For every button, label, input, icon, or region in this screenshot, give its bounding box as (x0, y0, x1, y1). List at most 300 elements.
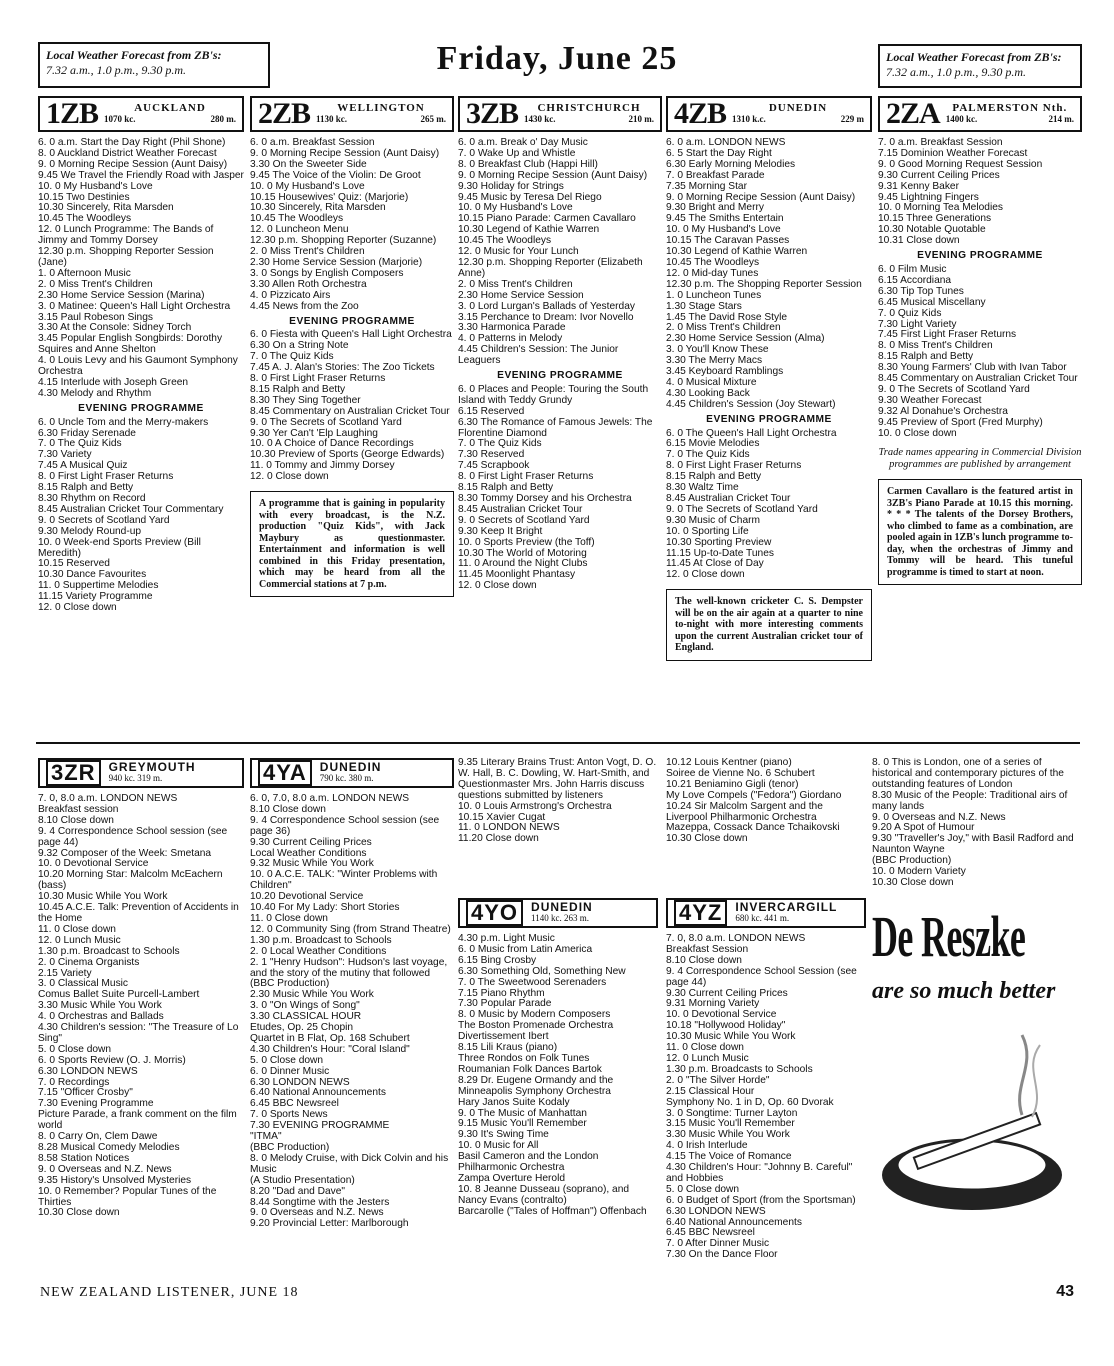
station-m: 280 m. (210, 114, 236, 124)
programme-line: 10. 0 Modern Variety (872, 866, 966, 878)
programme-line: 10. 0 My Husband's Love (666, 224, 781, 236)
programme-line: Quartet in B Flat, Op. 168 Schubert (250, 1032, 410, 1044)
programme-line: 3. 0 You'll Know These (666, 344, 769, 356)
programme-line: 1. 0 Afternoon Music (38, 267, 131, 279)
station-call-sign: 4ZB (674, 96, 727, 130)
station-header (458, 96, 662, 132)
programme-line: 2.15 Classical Hour (666, 1085, 755, 1097)
programme-line: 9.45 The Voice of the Violin: De Groot (250, 169, 421, 181)
footer-publication: NEW ZEALAND LISTENER, JUNE 18 (40, 1285, 299, 1300)
programme-line: 8.20 "Dad and Dave" (250, 1185, 346, 1197)
programme-line: 10.18 "Hollywood Holiday" (666, 1020, 786, 1032)
programme-line: 7.15 Dominion Weather Forecast (878, 147, 1028, 159)
programme-line: 9.30 It's Swing Time (458, 1129, 549, 1141)
programme-line: 8.45 Commentary on Australian Cricket Tour (250, 405, 450, 417)
programme-line: 4.30 Children's session: "The Treasure of Lo Sing" (38, 1022, 239, 1044)
programme-line: 4.30 Children's Hour: "Coral Island" (250, 1043, 410, 1055)
station-column-1 (250, 96, 454, 740)
programme-line: 9. 0 The Secrets of Scotland Yard (250, 416, 402, 428)
station-call-sign: 4YA (258, 760, 312, 786)
programme-line: 10. 0 Week-end Sports Preview (Bill Meredith) (38, 536, 201, 559)
programme-line: 9.30 Current Ceiling Prices (666, 987, 788, 999)
programme-line: 8.44 Songtime with the Jesters (250, 1196, 390, 1208)
programme-line: 7.30 EVENING PROGRAMME (250, 1120, 390, 1132)
programme-line: 8. 0 Breakfast Club (Happi Hill) (458, 158, 598, 170)
programme-line: 9.35 Literary Brains Trust: Anton Vogt, D. O. W. Hall, B. C. Dowling, W. Hart-Smith, and Questionmaster Mrs. John Harris discuss questions submitted by listeners (458, 758, 657, 801)
programme-line: 3.30 CLASSICAL HOUR (250, 1011, 362, 1023)
programme-line: 10. 0 My Husband's Love (38, 180, 153, 192)
programme-line: 6.30 On a String Note (250, 340, 349, 352)
programme-line: 8.30 Tommy Dorsey and his Orchestra (458, 493, 632, 504)
programme-line: Comus Ballet Suite Purcell-Lambert (38, 989, 200, 1001)
programme-line: 9.45 Music by Teresa Del Riego (458, 191, 602, 203)
programme-line: 7.30 On the Dance Floor (666, 1249, 778, 1261)
programme-line: 11. 0 Close down (666, 1042, 744, 1054)
programme-line: 2. 0 Cinema Organists (38, 956, 140, 968)
programme-line: 6.45 Musical Miscellany (878, 296, 986, 308)
bottom-column-4 (666, 758, 866, 888)
programme-line: 12. 0 Lunch Programme: The Bands of Jimmy and Tommy Dorsey (38, 224, 214, 247)
programme-line: 2.30 Music While You Work (250, 989, 374, 1001)
programme-line: 9. 0 Overseas and N.Z. News (38, 1163, 172, 1175)
programme-line: 8. 0 Miss Trent's Children (878, 340, 993, 352)
programme-line: 10. 0 Louis Armstrong's Orchestra (458, 800, 612, 812)
programme-line: 2. 0 Miss Trent's Children (250, 246, 365, 258)
programme-line: 12.30 p.m. Shopping Reporter Session (Jane) (38, 246, 214, 268)
programme-line: 3.30 The Merry Macs (666, 355, 763, 367)
programme-line: 5. 0 Close down (250, 1054, 324, 1066)
programme-line: 6.45 BBC Newsreel (666, 1227, 755, 1239)
programme-line: 2. 0 "The Silver Horde" (666, 1074, 770, 1086)
programme-line: 6.30 The Romance of Famous Jewels: The Florentine Diamond (458, 416, 653, 439)
programme-line: Local Weather Conditions (250, 847, 367, 859)
programme-line: 10.45 The Woodleys (38, 213, 132, 225)
programme-line: 7. 0 Recordings (38, 1076, 110, 1088)
programme-line: 12. 0 Music for Your Lunch (458, 246, 579, 258)
programme-line: 3. 0 Lord Lurgan's Ballads of Yesterday (458, 300, 635, 312)
evening-programme-heading: EVENING PROGRAMME (497, 370, 623, 382)
programme-line: 7. 0 Quiz Kids (878, 307, 942, 319)
programme-line: 8.30 They Sing Together (250, 394, 361, 406)
programme-line: 10.24 Sir Malcolm Sargent and the Liverpool Philharmonic Orchestra (666, 800, 823, 823)
station-frequency: 790 kc. 380 m. (319, 773, 374, 783)
page-title: Friday, June 25 (436, 40, 678, 77)
programme-line: 11.45 At Close of Day (666, 558, 764, 570)
weather-title: Local Weather Forecast from ZB's: (46, 48, 222, 62)
station-city: INVERCARGILL (735, 900, 838, 915)
programme-line: 9.45 The Smiths Entertain (666, 213, 784, 225)
programme-line: 8. 0 Music by Modern Composers (458, 1009, 611, 1021)
programme-line: 10. 0 Morning Tea Melodies (878, 202, 1003, 214)
weather-times: 7.32 a.m., 1.0 p.m., 9.30 p.m. (886, 65, 1026, 79)
programme-line: 6.30 LONDON NEWS (666, 1205, 766, 1217)
programme-line: 6.15 Bing Crosby (458, 954, 537, 966)
programme-line: 6.30 Something Old, Something New (458, 965, 626, 977)
programme-line: 4. 0 Musical Mixture (666, 376, 757, 388)
programme-line: 12.30 p.m. Shopping Reporter (Elizabeth Anne) (458, 256, 643, 279)
programme-line: 12. 0 Lunch Music (38, 934, 121, 946)
station-header (666, 898, 866, 928)
programme-line: 10. 0 A Choice of Dance Recordings (250, 438, 414, 450)
programme-line: 11. 0 Suppertime Melodies (38, 580, 159, 592)
programme-line: 9. 0 Morning Recipe Session (Aunt Daisy) (458, 169, 648, 181)
programme-line: 10.30 Legend of Kathie Warren (458, 224, 600, 236)
ad-brand: De Reszke (872, 904, 1026, 969)
programme-line: 10. 0 Sports Preview (the Toff) (458, 536, 595, 548)
programme-line: 9. 0 The Secrets of Scotland Yard (878, 383, 1030, 395)
programme-line: 9. 0 Overseas and N.Z. News (250, 1207, 384, 1219)
programme-line: 9. 0 Secrets of Scotland Yard (458, 514, 590, 526)
programme-line: 10.30 Notable Quotable (878, 224, 986, 236)
programme-line: 7.45 A. J. Alan's Stories: The Zoo Tickets (250, 362, 435, 374)
programme-line: 10.30 Music While You Work (666, 1031, 796, 1043)
programme-line: My Love Compels ("Fedora") Giordano (666, 789, 842, 801)
programme-line: 7. 0 Wake Up and Whistle (458, 147, 576, 159)
programme-line: 3.30 Music While You Work (38, 1000, 162, 1012)
bottom-column-3 (458, 898, 658, 1274)
programme-line: 12. 0 Close down (250, 471, 329, 483)
station-call-sign: 3ZR (46, 760, 101, 786)
programme-line: 9.30 "Traveller's Joy," with Basil Radford and Naunton Wayne (872, 833, 1074, 856)
programme-line: 9. 0 Morning Recipe Session (Aunt Daisy) (250, 147, 440, 159)
programme-line: 1.30 p.m. Broadcast to Schools (250, 934, 392, 946)
de-reszke-advertisement (872, 904, 1077, 1278)
programme-line: 7.45 First Light Fraser Returns (878, 329, 1017, 341)
programme-line: 10. 0 Remember? Popular Tunes of the Thirties (38, 1185, 217, 1208)
programme-line: 8.10 Close down (38, 814, 114, 826)
bottom-column-6 (872, 758, 1077, 904)
programme-line: 8.15 Ralph and Betty (38, 482, 134, 494)
programme-line: 7. 0 The Sweetwood Serenaders (458, 976, 607, 988)
programme-line: 9.30 Weather Forecast (878, 394, 982, 406)
programme-line: 9.30 Current Ceiling Prices (878, 169, 1000, 181)
programme-line: 11.20 Close down (458, 833, 539, 845)
programme-line: 9. 4 Correspondence School session (see page 36) (250, 814, 440, 837)
programme-line: (BBC Production) (250, 978, 330, 990)
programme-line: 11.15 Up-to-Date Tunes (666, 547, 774, 559)
programme-line: 12. 0 Close down (666, 569, 745, 581)
programme-line: 8.10 Close down (666, 954, 742, 966)
station-kc: 1070 kc. (104, 114, 136, 124)
programme-line: 6. 0 The Queen's Hall Light Orchestra (666, 427, 837, 439)
programme-line: 8. 0 First Light Fraser Returns (250, 373, 386, 385)
station-header (250, 758, 454, 788)
programme-line: 10. 0 Devotional Service (666, 1009, 777, 1021)
programme-line: 6.15 Reserved (458, 405, 525, 417)
programme-line: 4.15 The Voice of Romance (666, 1151, 792, 1163)
programme-line: 4. 0 Louis Levy and his Gaumont Symphony Orchestra (38, 355, 238, 378)
programme-line: 10.45 A.C.E. Talk: Prevention of Accidents in the Home (38, 902, 239, 924)
programme-line: 9.30 Bright and Merry (666, 202, 764, 214)
programme-line: 1.30 Stage Stars (666, 300, 742, 312)
programme-line: 2. 1 "Henry Hudson": Hudson's last voyage, and the story of the mutiny that followed (250, 956, 448, 979)
programme-line: 1. 0 Luncheon Tunes (666, 289, 762, 301)
programme-line: 10.30 Music While You Work (38, 891, 168, 903)
programme-line: 6. 0 Fiesta with Queen's Hall Light Orchestra (250, 329, 452, 341)
programme-line: 10.30 Sincerely, Rita Marsden (250, 202, 386, 214)
programme-line: Picture Parade, a frank comment on the film world (38, 1109, 237, 1132)
programme-line: 11. 0 Tommy and Jimmy Dorsey (250, 460, 395, 472)
programme-line: 10. 0 Devotional Service (38, 858, 149, 870)
station-city: CHRISTCHURCH (537, 102, 641, 115)
programme-line: 4.30 Melody and Rhythm (38, 387, 152, 399)
station-call-sign: 1ZB (46, 96, 99, 130)
programme-line: 9.35 History's Unsolved Mysteries (38, 1174, 192, 1186)
station-kc: 1400 kc. (945, 114, 978, 124)
programme-line: 1.30 p.m. Broadcasts to Schools (666, 1063, 813, 1075)
programme-line: Zampa Overture Herold (458, 1172, 566, 1184)
feature-notice-box: The well-known cricketer C. S. Dempster will be on the air again at a quarter to nine to-night with more interesting comments upon the current Australian cricket tour of England. (666, 589, 872, 661)
programme-line: 12.30 p.m. Shopping Reporter (Suzanne) (250, 235, 437, 247)
programme-line: 10. 0 My Husband's Love (250, 180, 365, 192)
programme-line: 8.15 Lili Kraus (piano) (458, 1042, 558, 1054)
programme-line: 10.15 Piano Parade: Carmen Cavallaro (458, 213, 636, 225)
programme-line: 11.15 Variety Programme (38, 591, 153, 603)
programme-line: 10.30 Sporting Preview (666, 536, 772, 548)
programme-line: 6.15 Movie Melodies (666, 438, 760, 450)
programme-line: 7. 0, 8.0 a.m. LONDON NEWS (38, 793, 178, 804)
programme-line: 6. 0 Uncle Tom and the Merry-makers (38, 416, 209, 428)
programme-line: 7.15 Piano Rhythm (458, 987, 545, 999)
programme-line: 8.30 Music of the People: Traditional airs of many lands (872, 789, 1068, 812)
programme-line: 12. 0 Lunch Music (666, 1052, 749, 1064)
feature-notice-box: A programme that is gaining in popularity with every broadcast, is the N.Z. production "Quiz Kids", with Jack Maybury as questionmaster. Entertainment and information is well combined in this Friday presentation, which may be heard from all the Commercial stations at 7 p.m. (250, 491, 454, 597)
station-frequency: 680 kc. 441 m. (735, 913, 790, 923)
programme-line: 11.45 Moonlight Phantasy (458, 569, 576, 581)
programme-line: 9.45 Lightning Fingers (878, 191, 979, 203)
bottom-column-2 (458, 758, 658, 888)
programme-line: 11. 0 LONDON NEWS (458, 822, 560, 834)
page-number: 43 (1056, 1283, 1074, 1300)
programme-line: 9.15 Music You'll Remember (458, 1118, 587, 1130)
programme-line: 6. 0 Places and People: Touring the South Island with Teddy Grundy (458, 383, 649, 406)
programme-line: 8.45 Commentary on Australian Cricket Tour (878, 373, 1078, 385)
programme-line: 8. 0 First Light Fraser Returns (38, 471, 174, 483)
programme-line: 8.45 Australian Cricket Tour Commentary (38, 503, 224, 515)
ad-slogan: are so much better (872, 978, 1056, 1004)
programme-line: Soiree de Vienne No. 6 Schubert (666, 767, 815, 779)
programme-line: 6. 0 Dinner Music (250, 1065, 330, 1077)
evening-programme-heading: EVENING PROGRAMME (706, 413, 832, 425)
programme-line: 12. 0 Close down (38, 602, 117, 614)
programme-line: 9.45 Preview of Sport (Fred Murphy) (878, 416, 1043, 428)
station-kc: 1310 k.c. (732, 114, 766, 124)
programme-line: 7.35 Morning Star (666, 180, 747, 192)
programme-line: 6.40 National Announcements (666, 1216, 802, 1228)
station-column-3 (666, 96, 872, 740)
programme-line: 8.45 Australian Cricket Tour (458, 503, 583, 515)
programme-line: 10.30 The World of Motoring (458, 547, 587, 559)
programme-line: 5. 0 Close down (666, 1183, 740, 1195)
programme-line: 3.15 Music You'll Remember (666, 1118, 795, 1130)
programme-line: 10.15 Xavier Cugat (458, 811, 546, 823)
programme-line: 10.31 Close down (878, 235, 960, 247)
programme-line: 3.45 Keyboard Ramblings (666, 366, 784, 378)
programme-line: 6.30 Tip Top Tunes (878, 285, 964, 297)
programme-line: 3.15 Paul Robeson Sings (38, 311, 153, 323)
programme-line: 6.30 Early Morning Melodies (666, 158, 796, 170)
programme-line: 8. 0 First Light Fraser Returns (458, 471, 594, 483)
programme-line: 7. 0 The Quiz Kids (458, 438, 542, 450)
programme-line: 9. 0 Good Morning Request Session (878, 158, 1043, 170)
programme-line: 9.30 Melody Round-up (38, 525, 142, 537)
station-header (458, 898, 658, 928)
feature-notice-box: Carmen Cavallaro is the featured artist in 3ZB's Piano Parade at 10.15 this morning. * * * The talents of the Dorsey Brothers, who climbed to fame as a combination, are pooled again in 1ZB's lunch programme to-day, when the orchestras of Jimmy and Tommy will be heard. This tuneful programme is timed to start at noon. (878, 479, 1082, 585)
programme-line: 9.30 Music of Charm (666, 514, 760, 526)
programme-line: 10.30 Sincerely, Rita Marsden (38, 202, 174, 214)
station-kc: 1430 kc. (524, 114, 556, 124)
programme-line: 7.45 A Musical Quiz (38, 460, 128, 472)
station-m: 265 m. (420, 114, 446, 124)
programme-line: 10.30 Close down (666, 833, 748, 845)
programme-line: 4.30 Children's Hour: "Johnny B. Careful" and Hobbies (666, 1162, 853, 1184)
programme-line: 10. 8 Jeanne Dusseau (soprano), and Nancy Evans (contralto) (458, 1183, 630, 1206)
station-call-sign: 4YO (466, 900, 523, 926)
programme-line: 1.30 p.m. Broadcast to Schools (38, 945, 180, 957)
evening-programme-heading: EVENING PROGRAMME (78, 402, 204, 414)
weather-times: 7.32 a.m., 1.0 p.m., 9.30 p.m. (46, 63, 186, 77)
programme-line: 3.30 On the Sweeter Side (250, 158, 367, 170)
programme-line: 10.30 Preview of Sports (George Edwards) (250, 449, 445, 461)
programme-line: 9.32 Music While You Work (250, 858, 374, 870)
station-city: WELLINGTON (337, 102, 425, 115)
programme-line: 10. 0 Music for All (458, 1140, 539, 1152)
station-city: AUCKLAND (134, 102, 206, 115)
programme-line: 10.15 Three Generations (878, 213, 992, 225)
station-column-4 (878, 96, 1082, 740)
programme-line: 10.21 Beniamino Gigli (tenor) (666, 778, 799, 790)
station-kc: 1130 kc. (316, 114, 348, 124)
programme-line: 8.15 Ralph and Betty (458, 482, 554, 494)
programme-line: 9. 0 Overseas and N.Z. News (872, 811, 1006, 823)
station-frequency: 940 kc. 319 m. (108, 773, 163, 783)
programme-line: 9.20 Provincial Letter: Marlborough (250, 1218, 409, 1230)
programme-line: 7. 0 The Quiz Kids (38, 438, 122, 450)
station-city: DUNEDIN (531, 900, 593, 915)
programme-line: 8.15 Ralph and Betty (878, 351, 974, 363)
programme-line: 2.30 Home Service Session (Marina) (38, 289, 205, 301)
programme-line: 8.30 Waltz Time (666, 482, 739, 494)
programme-line: Etudes, Op. 25 Chopin (250, 1022, 354, 1034)
programme-line: 3. 0 Classical Music (38, 978, 129, 990)
programme-line: 3. 0 Matinee: Queen's Hall Light Orchestra (38, 300, 231, 312)
programme-line: 11. 0 Close down (38, 923, 116, 935)
programme-line: 2.30 Home Service Session (Alma) (666, 333, 825, 345)
programme-line: 6. 0 Music from Latin America (458, 943, 593, 955)
programme-line: 9. 0 Morning Recipe Session (Aunt Daisy) (666, 191, 856, 203)
programme-line: 8.10 Close down (250, 803, 326, 815)
programme-line: 6. 0, 7.0, 8.0 a.m. LONDON NEWS (250, 793, 410, 804)
programme-line: (BBC Production) (872, 855, 952, 867)
programme-line: 7.30 Light Variety (878, 318, 957, 330)
programme-line: 10.45 The Woodleys (458, 235, 552, 247)
programme-line: 9.45 We Travel the Friendly Road with Jasper (38, 169, 244, 181)
programme-line: 6.15 Accordiana (878, 274, 952, 286)
programme-line: 6. 0 Sports Review (O. J. Morris) (38, 1054, 186, 1066)
programme-line: 3. 0 Songtime: Turner Layton (666, 1107, 798, 1119)
trade-names-note: Trade names appearing in Commercial Division programmes are published by arrangement (878, 447, 1082, 471)
programme-line: 2. 0 Miss Trent's Children (666, 322, 781, 334)
programme-line: 9. 4 Correspondence School session (see page 44) (38, 825, 228, 848)
programme-line: 8. 0 This is London, one of a series of historical and contemporary pictures of the outstanding features of London (872, 758, 1064, 790)
programme-line: 8. 0 Melody Cruise, with Dick Colvin and his Music (250, 1152, 449, 1175)
programme-line: 8. 0 Carry On, Clem Dawe (38, 1131, 158, 1143)
programme-line: 9.32 Composer of the Week: Smetana (38, 847, 212, 859)
station-header (666, 96, 872, 132)
programme-line: 11. 0 Close down (250, 912, 328, 924)
programme-line: 2. 0 Miss Trent's Children (458, 278, 573, 290)
programme-line: 6. 0 a.m. Breakfast Session (250, 137, 375, 148)
cigarette-ashtray-illustration (872, 1025, 1077, 1225)
station-city: PALMERSTON Nth. (952, 102, 1068, 115)
programme-line: 3. 0 "On Wings of Song" (250, 1000, 360, 1012)
programme-line: 7. 0 Sports News (250, 1109, 328, 1121)
programme-line: 10. 0 Close down (878, 427, 957, 439)
programme-line: 3.30 At the Console: Sidney Torch (38, 322, 192, 334)
programme-line: 4. 0 Patterns in Melody (458, 333, 563, 345)
station-call-sign: 2ZA (886, 96, 940, 130)
programme-line: 9.20 A Spot of Humour (872, 822, 975, 834)
programme-line: 7.45 Scrapbook (458, 460, 530, 472)
programme-line: 6.30 LONDON NEWS (38, 1065, 138, 1077)
programme-line: 9.30 Holiday for Strings (458, 180, 564, 192)
programme-line: 6. 0 a.m. Start the Day Right (Phil Shone) (38, 137, 226, 148)
programme-line: 9. 0 The Music of Manhattan (458, 1107, 587, 1119)
programme-line: 3.45 Popular English Songbirds: Dorothy Squires and Anne Shelton (38, 333, 223, 356)
programme-line: 9.32 Al Donahue's Orchestra (878, 405, 1008, 417)
programme-line: 9. 4 Correspondence School Session (see page 44) (666, 965, 857, 988)
programme-line: 7. 0 After Dinner Music (666, 1238, 770, 1250)
bottom-column-1 (250, 758, 454, 1274)
programme-line: 12. 0 Luncheon Menu (250, 224, 349, 236)
programme-line: 4. 0 Irish Interlude (666, 1140, 748, 1152)
programme-line: 10.12 Louis Kentner (piano) (666, 758, 792, 768)
programme-line: 10. 0 A.C.E. TALK: "Winter Problems with Children" (250, 869, 438, 892)
programme-line: 12. 0 Mid-day Tunes (666, 267, 759, 279)
programme-line: 9.30 Keep It Bright (458, 525, 543, 537)
programme-line: 7.15 "Officer Crosby" (38, 1087, 133, 1099)
station-column-2 (458, 96, 662, 740)
programme-line: Symphony No. 1 in D, Op. 60 Dvorak (666, 1096, 834, 1108)
bottom-column-0 (38, 758, 244, 1274)
station-column-0 (38, 96, 244, 740)
programme-line: 10.30 Close down (872, 876, 954, 888)
programme-line: Breakfast Session (666, 943, 749, 955)
weather-title: Local Weather Forecast from ZB's: (886, 50, 1062, 64)
programme-line: 7. 0 Breakfast Parade (666, 169, 765, 181)
programme-line: 12.30 p.m. The Shopping Reporter Session (666, 278, 862, 290)
weather-forecast-box-right (878, 44, 1082, 88)
programme-line: 9. 0 Morning Recipe Session (Aunt Daisy) (38, 158, 228, 170)
programme-line: 8.58 Station Notices (38, 1152, 130, 1164)
programme-line: 8.28 Musical Comedy Melodies (38, 1142, 180, 1153)
station-header (38, 758, 244, 788)
programme-line: 6.30 Friday Serenade (38, 427, 136, 439)
programme-line: Breakfast session (38, 803, 119, 815)
programme-line: 9.30 Current Ceiling Prices (250, 836, 372, 848)
programme-line: 8.45 Australian Cricket Tour (666, 493, 791, 504)
programme-line: 10.45 The Woodleys (250, 213, 344, 225)
programme-line: 2. 0 Local Weather Conditions (250, 945, 387, 957)
programme-line: 3.30 Allen Roth Orchestra (250, 278, 367, 290)
programme-line: 9.31 Kenny Baker (878, 180, 959, 192)
programme-line: 7. 0, 8.0 a.m. LONDON NEWS (666, 933, 806, 944)
programme-line: 4.15 Interlude with Joseph Green (38, 376, 189, 388)
programme-line: 6. 0 a.m. LONDON NEWS (666, 137, 786, 148)
station-city: GREYMOUTH (108, 760, 196, 775)
programme-line: 7.30 Variety (38, 449, 92, 461)
programme-line: 10.15 Reserved (38, 558, 110, 570)
